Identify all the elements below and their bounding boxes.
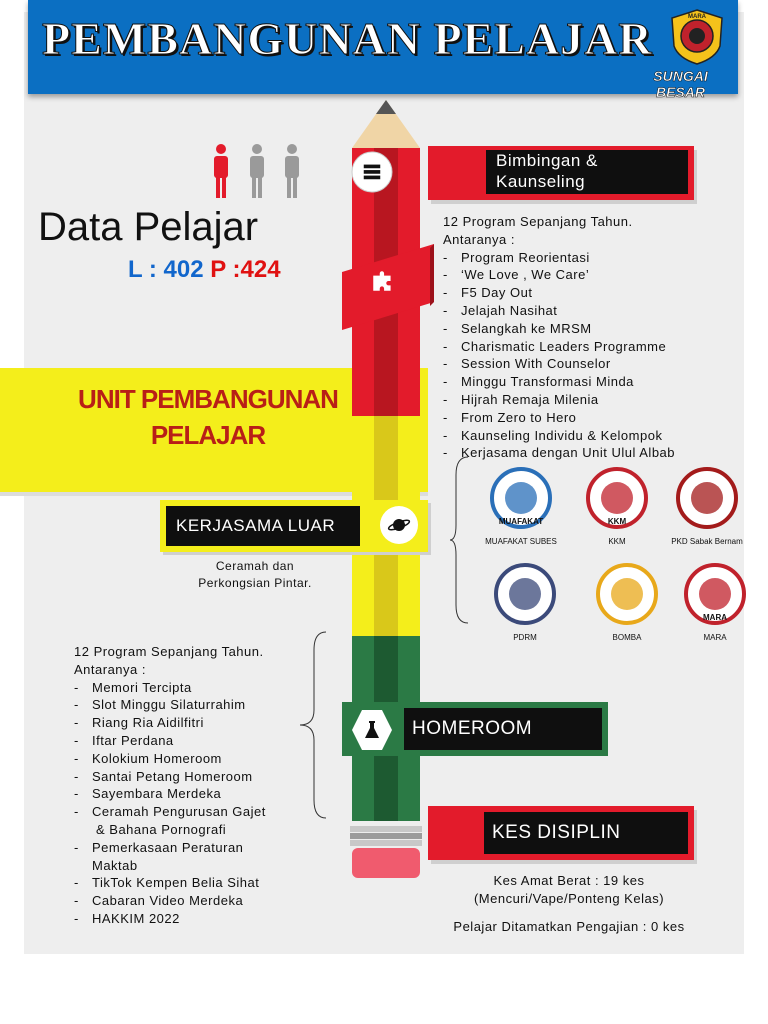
kerjasama-desc-line1: Ceramah dan xyxy=(215,559,295,573)
homeroom-item-continuation: Maktab xyxy=(92,857,138,873)
partner-logo-caption: KKM xyxy=(608,537,626,546)
homeroom-item xyxy=(74,785,304,803)
mara-logo xyxy=(666,8,728,66)
homeroom-item-label: Ceramah Pengurusan Gajet xyxy=(92,804,266,820)
bimbingan-intro2: Antaranya : xyxy=(443,231,515,247)
partner-logo-emblem xyxy=(582,466,652,530)
partner-logo-emblem xyxy=(490,562,560,626)
homeroom-item xyxy=(74,910,304,928)
bimbingan-item: - Selangkah ke MRSM xyxy=(443,320,743,338)
bimbingan-tag-line2: Kaunseling xyxy=(496,172,586,191)
homeroom-item xyxy=(74,892,304,910)
partner-logo xyxy=(672,562,758,642)
bimbingan-item: - Charismatic Leaders Programme xyxy=(443,338,743,356)
kes-line3: Pelajar Ditamatkan Pengajian : 0 kes xyxy=(453,919,685,934)
bimbingan-item: - Program Reorientasi xyxy=(443,249,743,267)
partner-logo-emblem xyxy=(672,466,742,530)
partner-logo-caption: MUAFAKAT SUBES xyxy=(485,537,557,546)
partner-logo-caption: PKD Sabak Bernam xyxy=(671,537,743,546)
homeroom-item xyxy=(74,803,304,839)
book-icon xyxy=(361,160,383,182)
homeroom-item-label: Memori Tercipta xyxy=(92,679,192,695)
homeroom-item-label: Iftar Perdana xyxy=(92,732,174,748)
bimbingan-item: - From Zero to Hero xyxy=(443,409,743,427)
partner-logo xyxy=(482,562,568,642)
partner-logo xyxy=(584,562,670,642)
homeroom-item xyxy=(74,679,304,697)
partner-logo-caption: MARA xyxy=(703,633,727,642)
homeroom-tag: HOMEROOM xyxy=(404,708,602,750)
homeroom-item-label: Cabaran Video Merdeka xyxy=(92,893,244,909)
kerjasama-desc xyxy=(160,558,350,592)
bimbingan-item: - Kerjasama dengan Unit Ulul Albab xyxy=(443,444,743,462)
bimbingan-item: - Session With Counselor xyxy=(443,355,743,373)
kes-line2: (Mencuri/Vape/Ponteng Kelas) xyxy=(473,891,665,906)
puzzle-icon xyxy=(370,268,396,294)
partner-logo xyxy=(664,466,750,546)
homeroom-list-block xyxy=(74,643,304,928)
male-count: L : 402 xyxy=(128,256,204,283)
homeroom-intro2: Antaranya : xyxy=(74,661,146,677)
partner-logo-text: MUAFAKAT xyxy=(498,517,544,526)
people-icon xyxy=(207,142,307,202)
homeroom-item-label: HAKKIM 2022 xyxy=(92,910,180,926)
bimbingan-list-block xyxy=(443,213,743,462)
logos-brace xyxy=(450,455,470,625)
kes-details xyxy=(424,872,714,936)
homeroom-list xyxy=(74,679,304,928)
homeroom-item-label: Kolokium Homeroom xyxy=(92,750,222,766)
bimbingan-item: - Hijrah Remaja Milenia xyxy=(443,391,743,409)
planet-icon xyxy=(387,513,411,537)
bimbingan-intro1: 12 Program Sepanjang Tahun. xyxy=(443,214,633,229)
homeroom-item-continuation: & Bahana Pornografi xyxy=(96,821,227,837)
unit-title-line2: PELAJAR xyxy=(150,420,266,450)
partner-logo-text: MARA xyxy=(703,613,727,622)
bimbingan-list xyxy=(443,249,743,463)
page-title: PEMBANGUNAN PELAJAR xyxy=(42,13,653,64)
bimbingan-item: - ‘We Love , We Care’ xyxy=(443,266,743,284)
homeroom-item xyxy=(74,839,304,875)
unit-title-line1: UNIT PEMBANGUNAN xyxy=(78,384,338,414)
partner-logo xyxy=(574,466,660,546)
homeroom-item-label: Santai Petang Homeroom xyxy=(92,768,253,784)
unit-title xyxy=(38,381,378,453)
homeroom-item-label: Sayembara Merdeka xyxy=(92,786,222,802)
flask-icon xyxy=(360,718,384,742)
partner-logo xyxy=(478,466,564,546)
kes-tag: KES DISIPLIN xyxy=(484,812,688,854)
homeroom-item xyxy=(74,768,304,786)
bimbingan-item: - Kaunseling Individu & Kelompok xyxy=(443,427,743,445)
bimbingan-tag-line1: Bimbingan & xyxy=(496,151,598,170)
partner-logo-emblem xyxy=(680,562,750,626)
data-pelajar-values xyxy=(128,256,281,284)
homeroom-item xyxy=(74,732,304,750)
kerjasama-tag: KERJASAMA LUAR xyxy=(166,506,360,546)
bimbingan-item: - F5 Day Out xyxy=(443,284,743,302)
homeroom-item xyxy=(74,696,304,714)
homeroom-intro1: 12 Program Sepanjang Tahun. xyxy=(74,644,264,659)
female-count: P :424 xyxy=(210,256,281,283)
partner-logo-caption: PDRM xyxy=(513,633,537,642)
homeroom-item-label: Riang Ria Aidilfitri xyxy=(92,715,204,731)
data-pelajar-title: Data Pelajar xyxy=(38,205,259,249)
homeroom-item-label: Pemerkasaan Peraturan xyxy=(92,839,244,855)
bimbingan-item: - Minggu Transformasi Minda xyxy=(443,373,743,391)
partner-logo-emblem xyxy=(486,466,556,530)
header-banner xyxy=(28,0,738,100)
homeroom-item-label: Slot Minggu Silaturrahim xyxy=(92,697,246,713)
partner-logo-emblem xyxy=(592,562,662,626)
partner-logo-caption: BOMBA xyxy=(612,633,642,642)
homeroom-item xyxy=(74,874,304,892)
bimbingan-item: - Jelajah Nasihat xyxy=(443,302,743,320)
partner-logo-text: KKM xyxy=(607,517,627,526)
kes-line1: Kes Amat Berat : 19 kes xyxy=(493,873,645,888)
homeroom-item xyxy=(74,714,304,732)
homeroom-item xyxy=(74,750,304,768)
pencil-graphic xyxy=(338,96,434,886)
homeroom-item-label: TikTok Kempen Belia Sihat xyxy=(92,875,260,891)
bimbingan-tag xyxy=(486,150,688,194)
logo-caption: SUNGAI BESAR xyxy=(653,68,708,100)
logo-text: MARA xyxy=(688,14,706,20)
kerjasama-desc-line2: Perkongsian Pintar. xyxy=(198,576,312,590)
